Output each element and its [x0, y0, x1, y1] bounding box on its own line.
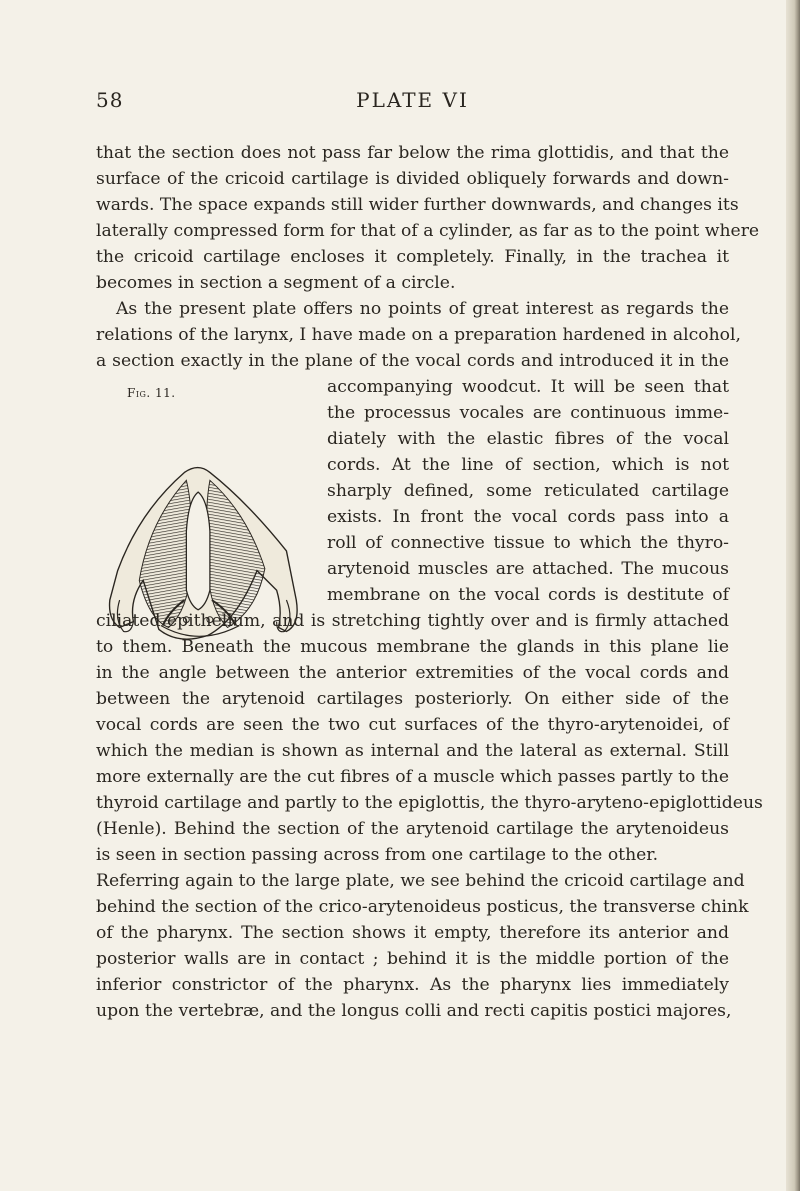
text-line: Referring again to the large plate, we see behind the cricoid cartilage and	[96, 871, 745, 891]
glottis-opening	[186, 492, 210, 610]
text-line: accompanying woodcut. It will be seen that	[327, 377, 729, 397]
text-line: is seen in section passing across from one cartilage to the other.	[96, 845, 659, 865]
text-line: behind the section of the crico-arytenoideus posticus, the transverse chink	[96, 897, 749, 917]
text-line: becomes in section a segment of a circle.	[96, 273, 456, 293]
text-line: arytenoid muscles are attached. The mucous	[327, 559, 729, 579]
text-line: the cricoid cartilage encloses it completely. Finally, in the trachea it	[96, 247, 729, 267]
text-line: cords. At the line of section, which is not	[327, 455, 729, 475]
text-line: exists. In front the vocal cords pass into a	[327, 507, 729, 527]
text-line: ciliated epithelium, and is stretching tightly over and is firmly attached	[96, 611, 729, 631]
text-line: As the present plate offers no points of great interest as regards the	[116, 299, 729, 319]
text-line: in the angle between the anterior extremities of the vocal cords and	[96, 663, 729, 683]
page-number: 58	[96, 88, 124, 112]
page-edge-shadow	[786, 0, 800, 1191]
plate-title: PLATE VI	[356, 88, 469, 112]
text-line: upon the vertebræ, and the longus colli and recti capitis postici majores,	[96, 1001, 732, 1021]
text-line: sharply defined, some reticulated cartilage	[327, 481, 729, 501]
text-line: a section exactly in the plane of the vocal cords and introduced it in the	[96, 351, 729, 371]
figure-label: Fig. 11.	[127, 386, 176, 400]
text-line: diately with the elastic fibres of the vocal	[327, 429, 729, 449]
text-line: (Henle). Behind the section of the arytenoid cartilage the arytenoideus	[96, 819, 729, 839]
text-line: posterior walls are in contact ; behind it is the middle portion of the	[96, 949, 729, 969]
text-line: of the pharynx. The section shows it empty, therefore its anterior and	[96, 923, 729, 943]
text-line: surface of the cricoid cartilage is divided obliquely forwards and down-	[96, 169, 729, 189]
text-line: more externally are the cut fibres of a muscle which passes partly to the	[96, 767, 729, 787]
text-line: which the median is shown as internal and the lateral as external. Still	[96, 741, 729, 761]
text-line: membrane on the vocal cords is destitute of	[327, 585, 729, 605]
text-line: to them. Beneath the mucous membrane the glands in this plane lie	[96, 637, 729, 657]
text-line: roll of connective tissue to which the thyro-	[327, 533, 729, 553]
page-header	[96, 88, 729, 116]
text-line: relations of the larynx, I have made on a preparation hardened in alcohol,	[96, 325, 741, 345]
text-line: wards. The space expands still wider further downwards, and changes its	[96, 195, 739, 215]
text-line: that the section does not pass far below the rima glottidis, and that the	[96, 143, 729, 163]
text-line: between the arytenoid cartilages posteriorly. On either side of the	[96, 689, 729, 709]
text-line: vocal cords are seen the two cut surfaces of the thyro-arytenoidei, of	[96, 715, 729, 735]
text-line: thyroid cartilage and partly to the epiglottis, the thyro-aryteno-epiglottideus	[96, 793, 763, 813]
text-line: the processus vocales are continuous imme-	[327, 403, 729, 423]
text-line: laterally compressed form for that of a cylinder, as far as to the point where	[96, 221, 760, 241]
text-line: inferior constrictor of the pharynx. As the pharynx lies immediately	[96, 975, 729, 995]
